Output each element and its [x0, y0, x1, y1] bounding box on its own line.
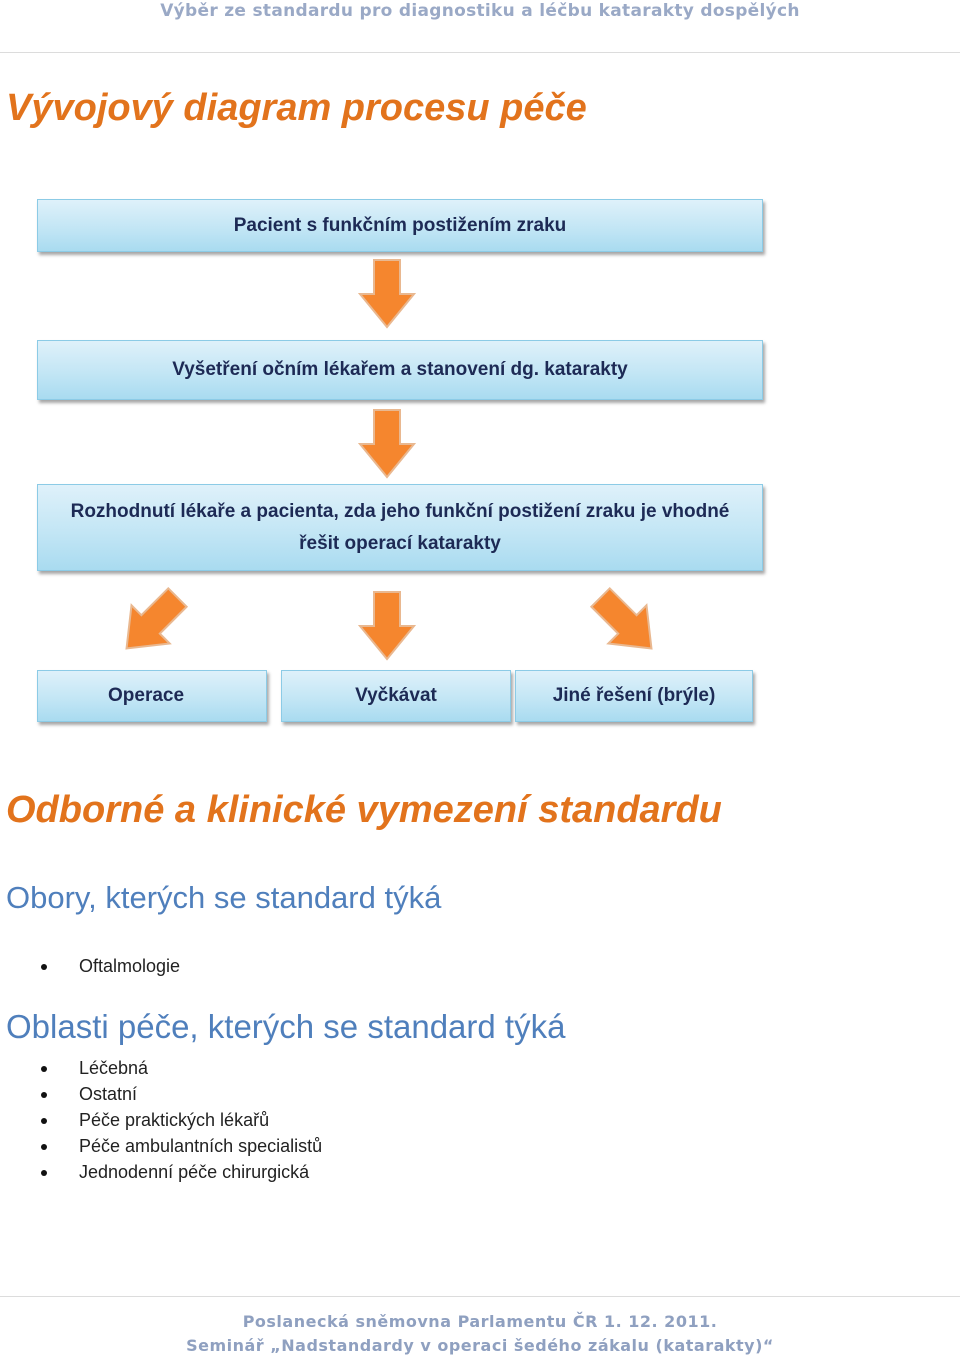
arrow-down-left-icon — [114, 585, 190, 661]
flow-box-surgery: Operace — [37, 670, 267, 722]
list-item-label: Péče ambulantních specialistů — [79, 1136, 323, 1156]
list-item — [0, 1159, 322, 1185]
flow-box-patient: Pacient s funkčním postižením zraku — [37, 199, 763, 252]
arrow-down-icon — [357, 258, 417, 330]
list-item-label: Oftalmologie — [79, 956, 181, 976]
footer-line-2: Seminář „Nadstandardy v operaci šedého zákalu (katarakty)“ — [186, 1336, 774, 1355]
header-divider — [0, 52, 960, 53]
list-item-label: Péče praktických lékařů — [79, 1110, 270, 1130]
list-item — [0, 1055, 322, 1081]
list-item — [0, 1081, 322, 1107]
footer-line-1: Poslanecká sněmovna Parlamentu ČR 1. 12. 2011. — [242, 1312, 718, 1331]
bullet-icon — [41, 1092, 47, 1098]
page-header: Výběr ze standardu pro diagnostiku a léčbu katarakty dospělých — [160, 1, 800, 21]
flow-box-examination: Vyšetření očním lékařem a stanovení dg. katarakty — [37, 340, 763, 400]
arrow-down-icon — [357, 408, 417, 480]
arrow-down-right-icon — [588, 585, 664, 661]
bullet-icon — [41, 1066, 47, 1072]
section-title-scope: Odborné a klinické vymezení standardu — [6, 789, 722, 831]
list-item-label: Ostatní — [79, 1084, 138, 1104]
subsection-title-fields: Obory, kterých se standard týká — [6, 880, 442, 915]
list-item-label: Jednodenní péče chirurgická — [79, 1162, 310, 1182]
care-areas-list — [0, 1055, 322, 1185]
list-item — [0, 953, 180, 979]
bullet-icon — [41, 964, 47, 970]
fields-list — [0, 953, 180, 979]
flow-box-wait: Vyčkávat — [281, 670, 511, 722]
bullet-icon — [41, 1144, 47, 1150]
footer-divider — [0, 1296, 960, 1297]
flow-box-other-solution: Jiné řešení (brýle) — [515, 670, 753, 722]
list-item-label: Léčebná — [79, 1058, 149, 1078]
section-title-flowchart: Vývojový diagram procesu péče — [6, 87, 587, 129]
flow-box-decision: Rozhodnutí lékaře a pacienta, zda jeho funkční postižení zraku je vhodné řešit operací katarakty — [37, 484, 763, 571]
list-item — [0, 1133, 322, 1159]
list-item — [0, 1107, 322, 1133]
arrow-down-icon — [357, 590, 417, 662]
bullet-icon — [41, 1118, 47, 1124]
bullet-icon — [41, 1170, 47, 1176]
subsection-title-care-areas: Oblasti péče, kterých se standard týká — [6, 1008, 566, 1045]
